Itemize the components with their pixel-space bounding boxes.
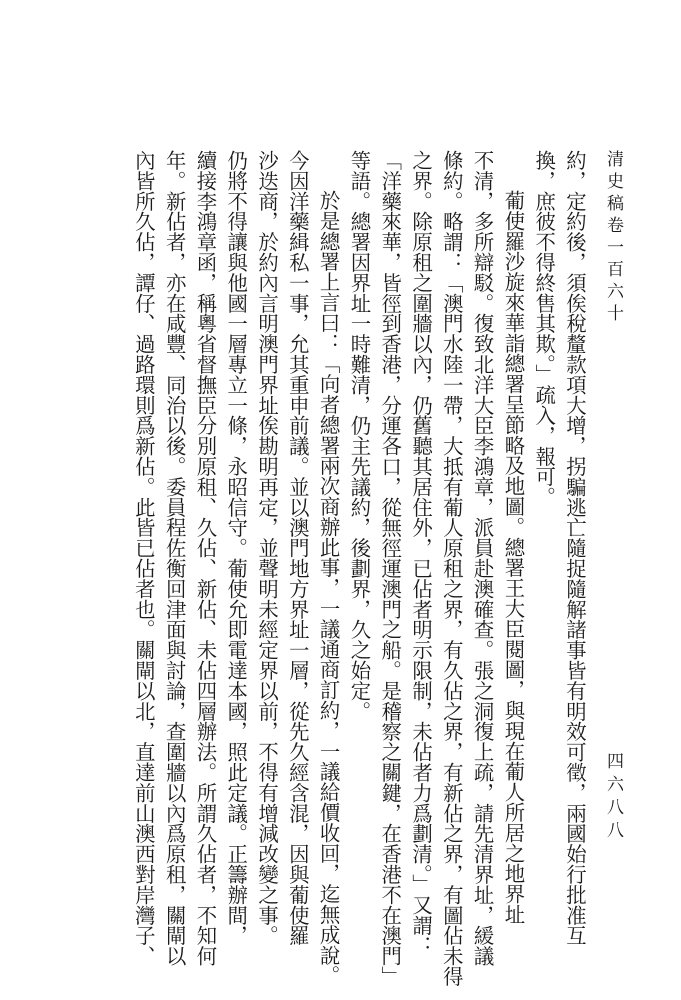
running-title: 清史稿卷一百六十 xyxy=(603,150,623,326)
text-column: 內皆所久佔，譚仔、過路環則爲新佔。此皆已佔者也。關閘以北，直達前山澳西對岸灣子、 xyxy=(131,150,156,966)
text-column: 換，庶彼不得終售其欺。」疏入，報可。 xyxy=(532,150,557,507)
text-column: 等語。總署因界址一時難清，仍主先議約，後劃界，久之始定。 xyxy=(347,150,372,722)
text-column: 之界。除原租之圍牆以內，仍舊聽其居住外，已佔者明示限制，未佔者力爲劃清。」又謂： xyxy=(409,150,434,956)
vertical-text-body xyxy=(96,150,590,987)
text-column: 續接李鴻章函，稱粵省督撫臣分別原租、久佔、新佔、未佔四層辦法。所謂久佔者，不知何 xyxy=(193,150,218,966)
text-column: 沙迭商，於約內言明澳門界址俟勘明再定，並聲明未經定界以前，不得有增減改變之事。 xyxy=(255,150,280,946)
text-column: 年。新佔者，亦在咸豐、同治以後。委員程佐衡回津面與討論，查圍牆以內爲原租，關閘以 xyxy=(162,150,187,966)
text-column: 不清，多所辯駁。復致北洋大臣李鴻章，派員赴澳確查。張之洞復上疏，請先清界址，緩議 xyxy=(470,150,495,966)
text-column: 條約。略謂：「澳門水陸一帶，大抵有葡人原租之界，有久佔之界，有新佔之界，有圖佔未得 xyxy=(439,150,464,987)
text-column: 「洋藥來華，皆徑到香港，分運各口，從無徑運澳門之船。是稽察之關鍵，在香港不在澳門」 xyxy=(378,150,403,987)
text-column: 於是總署上言曰：「向者總署兩次商辦此事，一議通商訂約，一議給價收回，迄無成說。 xyxy=(316,190,341,986)
text-column: 葡使羅沙旋來華詣總署呈節略及地圖。總署王大臣閱圖，與現在葡人所居之地界址 xyxy=(501,190,526,925)
text-column: 今因洋藥緝私一事，允其重申前議。並以澳門地方界址一層，從先久經含混，因與葡使羅 xyxy=(285,150,310,946)
text-column: 約，定約後，須俟稅釐款項大增，拐騙逃亡隨捉隨解諸事皆有明效可徵，兩國始行批准互 xyxy=(563,150,587,946)
text-column: 仍將不得讓與他國一層專立一條，永昭信守。葡使允即電達本國，照此定議。正籌辦間， xyxy=(224,150,249,946)
page-number: 四六八八 xyxy=(603,752,623,844)
